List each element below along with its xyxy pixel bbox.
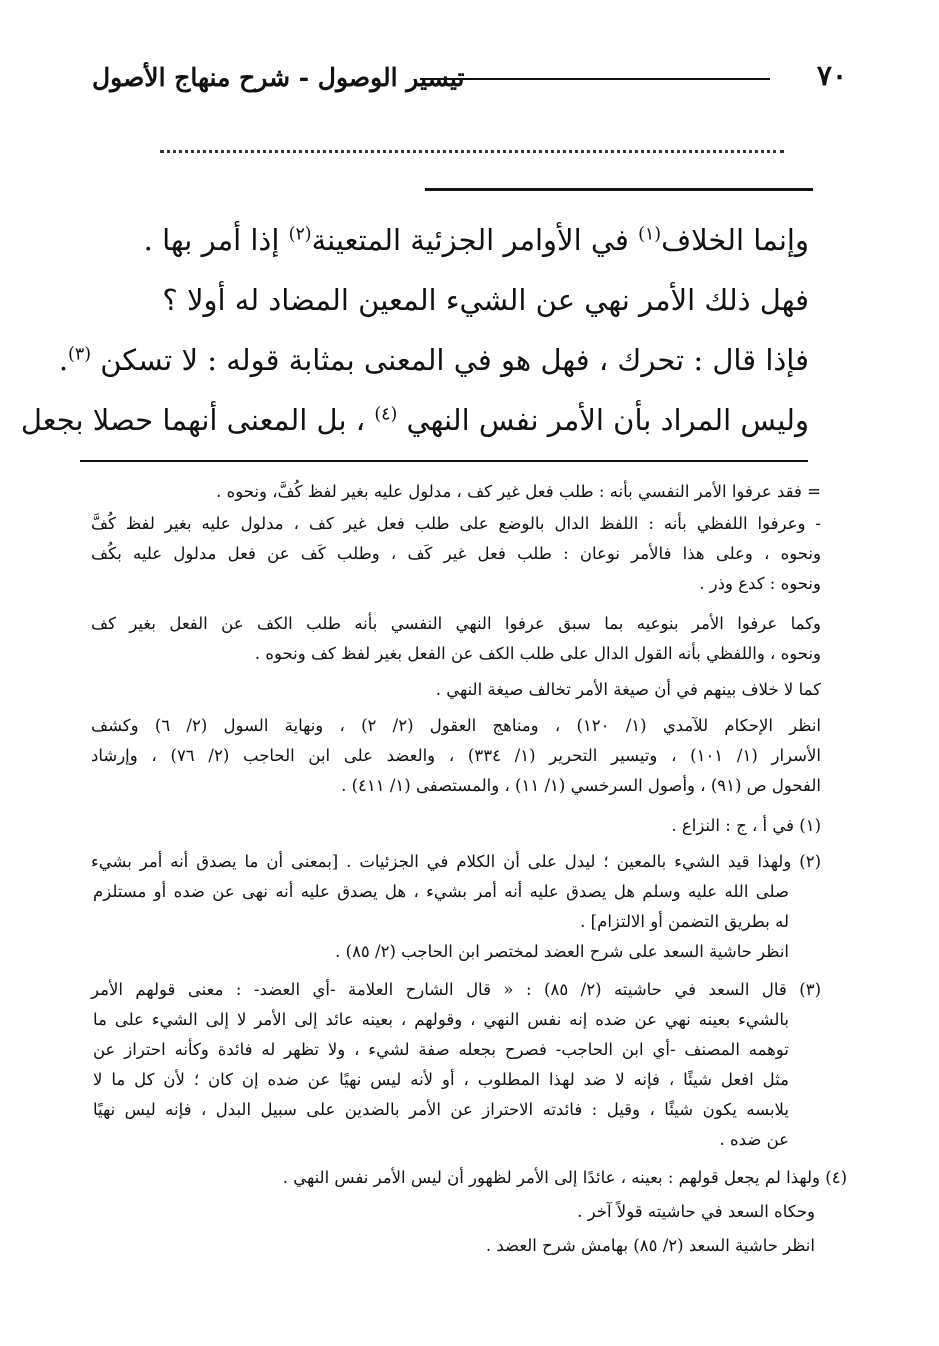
dotted-separator (160, 150, 784, 153)
footnote-line: وكما عرفوا الأمر بنوعيه بما سبق عرفوا النهي النفسي بأنه طلب الكف عن الفعل بغير كف (91, 614, 821, 633)
main-text-line: فهل ذلك الأمر نهي عن الشيء المعين المضاد له أولا ؟ (162, 283, 809, 317)
footnote-line: انظر حاشية السعد على شرح العضد لمختصر ابن الحاجب (٢/ ٨٥) . (335, 942, 789, 961)
footnote-2: (٢) ولهذا قيد الشيء بالمعين ؛ ليدل على أن الكلام في الجزئيات . [بمعنى أن ما يصدق أنه أمر بشيء (91, 852, 821, 871)
footnote-line: توهمه المصنف -أي ابن الحاجب- فصرح بجعله صفة لشيء ، ولا تظهر له فائدة وكأنه احتراز عن (93, 1040, 789, 1059)
main-text-line: وليس المراد بأن الأمر نفس النهي $^{(٤)}$ ، بل المعنى أنهما حصلا بجعل (20, 403, 809, 437)
main-text-line: فإذا قال : تحرك ، فهل هو في المعنى بمثابة قوله : لا تسكن $^{(٣)}$. (58, 343, 809, 377)
footnote-line: كما لا خلاف بينهم في أن صيغة الأمر تخالف صيغة النهي . (435, 680, 821, 699)
main-text-line: وإنما الخلاف$^{(١)}$ في الأوامر الجزئية المتعينة$^{(٢)}$ إذا أمر بها . (143, 223, 809, 257)
footnote-line: ونحوه ، وعلى هذا فالأمر نوعان : طلب فعل غير كَف ، وطلب كَف عن فعل مدلول عليه بكُف (91, 544, 821, 563)
footnote-3: (٣) قال السعد في حاشيته (٢/ ٨٥) : « قال الشارح العلامة -أي العضد- : معنى قولهم الأمر (91, 980, 821, 999)
footnote-line: الفحول ص (٩١) ، وأصول السرخسي (١/ ١١) ، والمستصفى (١/ ٤١١) . (341, 776, 821, 795)
footnote-line: - وعرفوا اللفظي بأنه : اللفظ الدال بالوضع على طلب فعل غير كف ، مدلول عليه بغير لفظ كُفَّ (91, 514, 821, 533)
footnote-line: ونحوه : كدع وذر . (699, 574, 821, 593)
footnote-line: عن ضده . (719, 1130, 789, 1149)
footnote-line: الأسرار (١/ ١٠١) ، وتيسير التحرير (١/ ٣٣٤) ، والعضد على ابن الحاجب (٢/ ٧٦) ، وإرشاد (91, 746, 821, 765)
header-rule (420, 78, 770, 80)
footnote-ref[interactable]: (٢) (288, 224, 312, 245)
footnote-line: انظر الإحكام للآمدي (١/ ١٢٠) ، ومناهج العقول (٢/ ٢) ، ونهاية السول (٢/ ٦) وكشف (91, 716, 821, 735)
footnote-line: له بطريق التضمن أو الالتزام] . (580, 912, 789, 931)
footnote-1: (١) في أ ، ج : النزاع . (671, 816, 821, 835)
footnote-ref[interactable]: (٤) (374, 404, 398, 425)
footnote-line: صلى الله عليه وسلم هل يصدق عليه أنه أمر بشيء ، هل يصدق عليه أنه نهى عن ضده أو مستلزم (93, 882, 789, 901)
footnote-line: بالشيء بعينه نهي عن ضده إنه نفس النهي ، وقولهم ، بعينه عائد إلى الأمر لا إلى الشيء على ما (93, 1010, 789, 1029)
footnote-separator (80, 460, 808, 462)
footnote-line: = فقد عرفوا الأمر النفسي بأنه : طلب فعل غير كف ، مدلول عليه بغير لفظ كُفَّ، ونحوه . (216, 482, 821, 501)
section-rule (425, 188, 813, 191)
footnote-ref[interactable]: (١) (638, 224, 662, 245)
footnote-ref[interactable]: (٣) (68, 344, 91, 365)
footnote-line: وحكاه السعد في حاشيته قولاً آخر . (577, 1202, 815, 1221)
footnote-line: مثل افعل شيئًا ، فإنه لا ضد لهذا المطلوب ، أو لأنه ليس نهيًا عن ضده إن كان ؛ لأن كل ما لا (93, 1070, 789, 1089)
running-title: تيسير الوصول - شرح منهاج الأصول (92, 63, 465, 92)
page-number: ٧٠ (816, 59, 847, 92)
footnote-line: ونحوه ، واللفظي بأنه القول الدال على طلب الكف عن الفعل بغير لفظ كف ونحوه . (254, 644, 821, 663)
footnote-4: (٤) ولهذا لم يجعل قولهم : بعينه ، عائدًا إلى الأمر لظهور أن ليس الأمر نفس النهي . (282, 1168, 847, 1187)
footnote-line: يلابسه يكون شيئًا ، وقيل : فائدته الاحتراز عن الأمر بالضدين على سبيل البدل ، فإنه ليس نهيًا (93, 1100, 789, 1119)
footnote-line: انظر حاشية السعد (٢/ ٨٥) بهامش شرح العضد . (485, 1236, 815, 1255)
